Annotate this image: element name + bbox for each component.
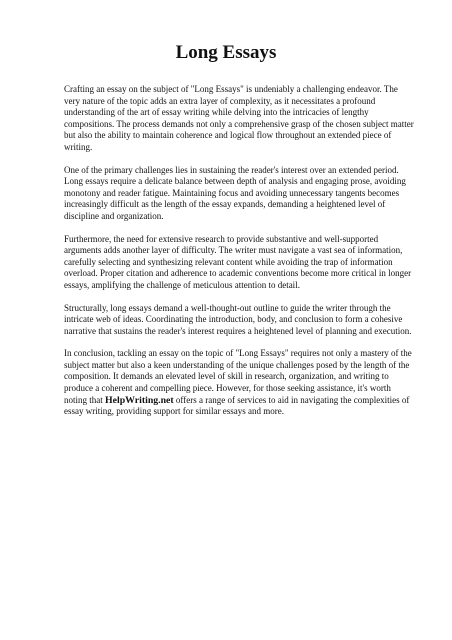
document-body [64,84,414,429]
paragraph-1: Crafting an essay on the subject of "Long Essays" is undeniably a challenging endeavor. The very nature of the topic adds an extra layer of complexity, as it necessitates a profound understanding of the art of essay writing while delving into the intricacies of lengthy compositions. The process demands not only a comprehensive grasp of the chosen subject matter but also the ability to maintain coherence and logical flow throughout an extended piece of writing. [64,84,414,152]
paragraph-2: One of the primary challenges lies in sustaining the reader's interest over an extended period. Long essays require a delicate balance between depth of analysis and engaging prose, avoiding monotony and reader fatigue. Maintaining focus and avoiding unnecessary tangents becomes increasingly difficult as the length of the essay expands, demanding a heightened level of discipline and organization. [64,164,406,221]
paragraph-5-text-after: offers a range of services to aid in navigating the complexities of essay writing, providing support for similar essays and more. [64,394,410,417]
brand-name: HelpWriting.net [105,394,174,406]
paragraph-5 [64,348,414,418]
document-title: Long Essays [175,42,277,63]
paragraph-3: Furthermore, the need for extensive research to provide substantive and well-supported arguments adds another layer of difficulty. The writer must navigate a vast sea of information, carefully selecting and synthesizing relevant content while avoiding the trap of information overload. Proper citation and adherence to academic conventions become more critical in longer essays, amplifying the challenge of meticulous attention to detail. [64,233,412,290]
paragraph-5-text-before: In conclusion, tackling an essay on the topic of "Long Essays" requires not only a mastery of the subject matter but also a keen understanding of the unique challenges posed by the length of the composition. It demands an elevated level of skill in research, organization, and writing to produce a coherent and compelling piece. However, for those seeking assistance, it's worth noting that [64,348,412,405]
paragraph-4: Structurally, long essays demand a well-thought-out outline to guide the writer through the intricate web of ideas. Coordinating the introduction, body, and conclusion to form a cohesive narrative that sustains the reader's interest requires a heightened level of planning and execution. [64,302,412,336]
